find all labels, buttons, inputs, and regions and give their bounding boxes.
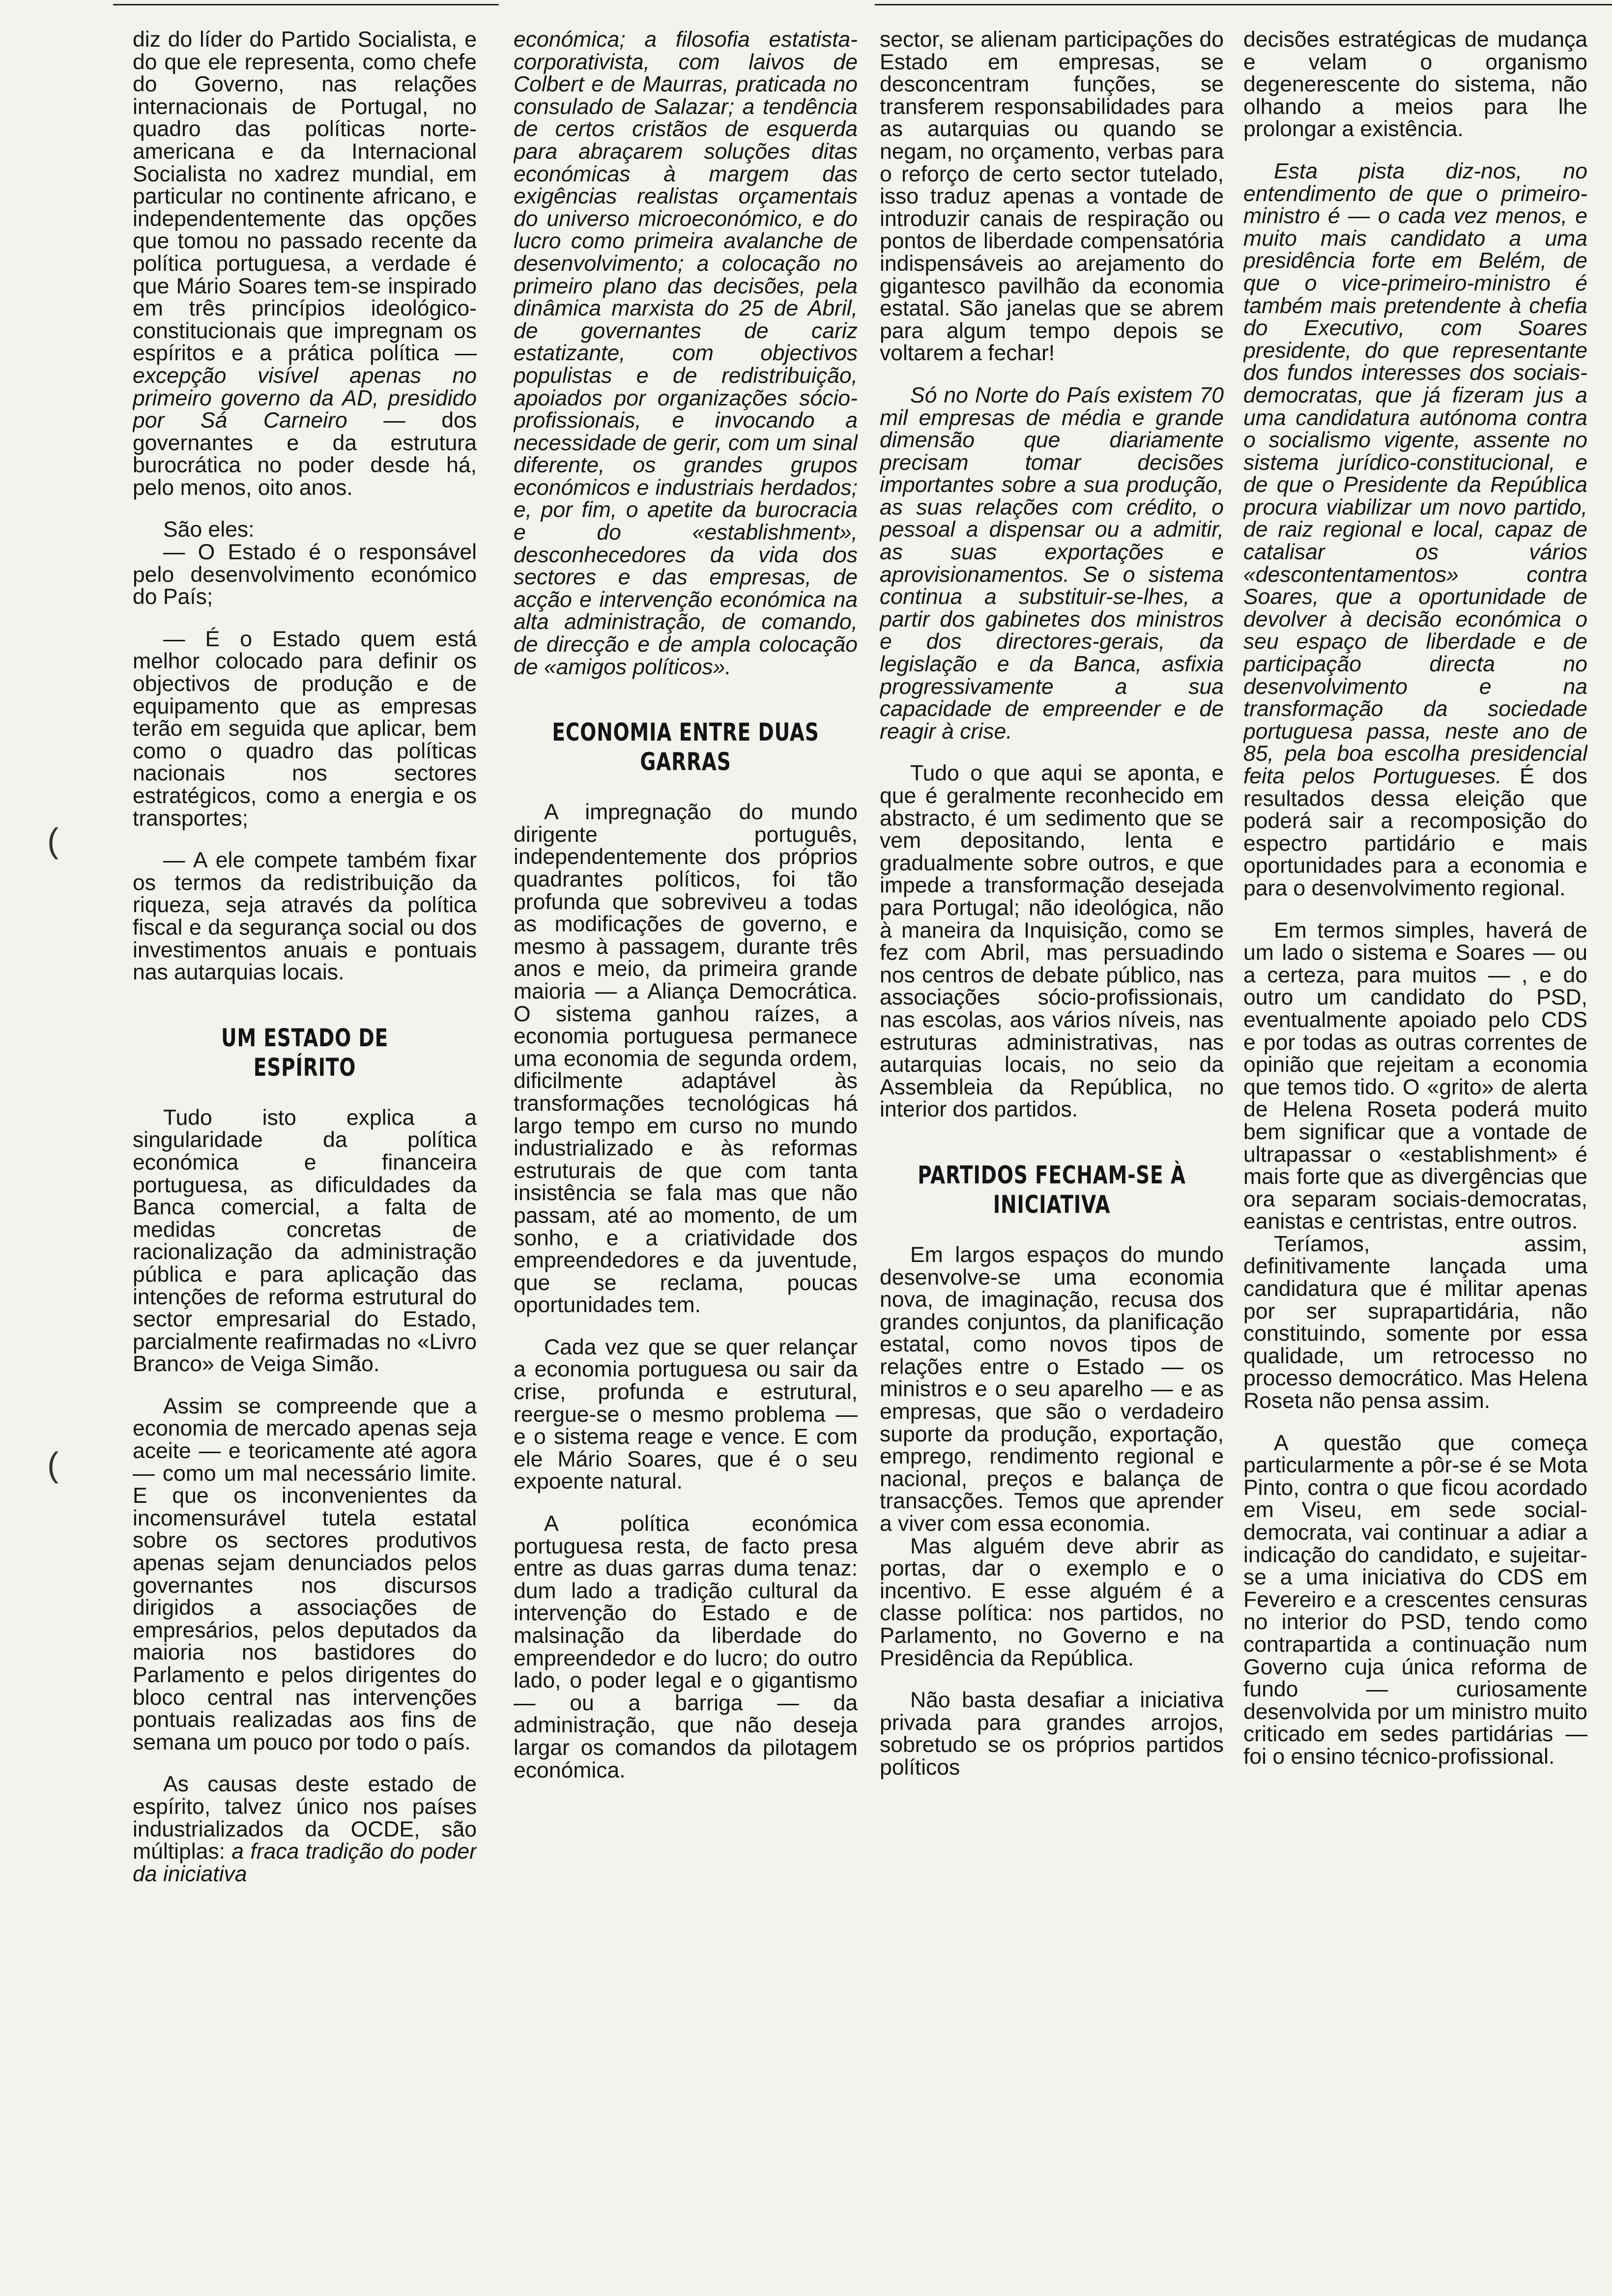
subheading-text: ECONOMIA ENTRE DUAS GARRAS <box>552 718 819 776</box>
paragraph-text: A impregnação do mundo dirigente português, independentemente dos próprios quadrantes políticos, foi tão profunda que sobreviveu a todas as modificações de governo, e mesmo à passagem, durante três anos e meio, da primeira grande maioria — a Aliança Democrática. O sistema ganhou raízes, a economia portuguesa permanece uma economia de segunda ordem, dificilmente adaptável às transformações tecnológicas há largo tempo em curso no mundo industrializado e às reformas estruturais de que com tanta insistência se fala mas que não passam, até ao momento, de um sonho, e a criatividade dos empreendedores e da juventude, que se reclama, poucas oportunidades tem. <box>514 800 858 1318</box>
paragraph-text: Tudo o que aqui se aponta, e que é geralmente reconhecido em abstracto, é um sedimento que se vem depositando, lenta e gradualmente sobre outros, e que impede a transformação desejada para Portugal; não ideológica, não à maneira da Inquisição, como se fez com Abril, mas persuadindo nos centros de debate público, nas associações sócio-profissionais, nas escolas, aos vários níveis, nas estruturas administrativas, nas autarquias locais, no seio da Assembleia da República, no interior dos partidos. <box>880 761 1224 1122</box>
top-rule-right <box>875 4 1612 5</box>
paragraph <box>880 29 1224 365</box>
paragraph-text: São eles: <box>163 517 255 542</box>
paragraph-text: — A ele compete também fixar os termos da redistribuição da riqueza, seja através da política fiscal e da segurança social ou dos investimentos anuais e pontuais nas autarquias locais. <box>133 848 477 985</box>
paragraph-text: excepção visível apenas no primeiro governo da AD, presidido por Sá Carneiro <box>133 363 477 433</box>
paragraph-text: Teríamos, assim, definitivamente lançada uma candidatura que é militar apenas por ser suprapartidária, não constituindo, somente por essa qualidade, um retrocesso no processo democrático. Mas Helena Roseta não pensa assim. <box>1243 1232 1587 1413</box>
paragraph <box>1243 919 1587 1233</box>
paragraph <box>133 849 477 984</box>
subheading-text: PARTIDOS FECHAM-SE À INICIATIVA <box>918 1160 1186 1219</box>
paragraph-text: Cada vez que se quer relançar a economia portuguesa ou sair da crise, profunda e estrutural, reergue-se o mesmo problema — e o sistema reage e vence. E com ele Mário Soares, que é o seu expoente natural. <box>514 1335 858 1494</box>
column-3 <box>880 29 1224 2289</box>
paragraph-text: — É o Estado quem está melhor colocado para definir os objectivos de produção e de equipamento que as empresas terão em seguida que aplicar, bem como o quadro das políticas nacionais nos sectores estratégicos, como a energia e os transportes; <box>133 627 477 831</box>
paragraph-text: — O Estado é o responsável pelo desenvolvimento económico do País; <box>133 540 477 609</box>
paragraph-text: É dos resultados dessa eleição que poderá sair a recomposição do espectro partidário e mais oportunidades para a economia e para o desenvolvimento regional. <box>1243 764 1587 900</box>
paragraph <box>514 29 858 678</box>
paragraph <box>133 541 477 608</box>
paragraph-text: Esta pista diz-nos, no entendimento de que o primeiro-ministro é — o cada vez menos, e muito mais candidato a uma presidência forte em Belém, de que o vice-primeiro-ministro é também mais pretendente à chefia do Executivo, com Soares presidente, do que representante dos fundos interesses dos sociais-democratas, que já fizeram jus a uma candidatura autónoma contra o socialismo vigente, assente no sistema jurídico-constitucional, e de que o Presidente da República procura viabilizar um novo partido, de raiz regional e local, capaz de catalisar os vários «descontentamentos» contra Soares, que a oportunidade de devolver à decisão económica o seu espaço de liberdade e de participação directa no desenvolvimento e na transformação da sociedade portuguesa passa, neste ano de 85, pela boa escolha presidencial feita pelos Portugueses. <box>1243 159 1587 788</box>
top-rule-left <box>113 4 499 5</box>
paragraph <box>1243 160 1587 900</box>
paragraph-text: A questão que começa particularmente a pôr-se é se Mota Pinto, contra o que ficou acordado em Viseu, em sede social-democrata, vai continuar a adiar a indicação do candidato, e sujeitar-se a uma iniciativa do CDS em Fevereiro e a crescentes censuras no interior do PSD, tendo como contrapartida a continuação num Governo cuja única reforma de fundo — curiosamente desenvolvida por um ministro muito criticado em sedes partidárias — foi o ensino técnico-profissional. <box>1243 1431 1587 1769</box>
paragraph <box>514 1336 858 1493</box>
paragraph-text: decisões estratégicas de mudança e velam o organismo degenerescente do sistema, não olhando a meios para lhe prolongar a existência. <box>1243 29 1587 142</box>
paragraph-text: a fraca tradição do poder da iniciativa <box>133 1839 477 1886</box>
paragraph-text: Não basta desafiar a iniciativa privada para grandes arrojos, sobretudo se os próprios partidos políticos <box>880 1688 1224 1779</box>
paragraph-text: A política económica portuguesa resta, de facto presa entre as duas garras duma tenaz: dum lado a tradição cultural da intervenção do Estado e de malsinação da liberdade do empreendedor e do lucro; do outro lado, o poder legal e o gigantismo — ou a barriga — da administração, que não deseja largar os comandos da pilotagem económica. <box>514 1512 858 1782</box>
paragraph <box>133 628 477 830</box>
subheading <box>918 1160 1186 1219</box>
paragraph-text: Em termos simples, haverá de um lado o sistema e Soares — ou a certeza, para muitos — , e do outro um candidato do PSD, eventualmente apoiado pelo CDS e por todas as outras correntes de opinião que rejeitam a economia que temos tido. O «grito» de alerta de Helena Roseta poderá muito bem significar que a vontade de ultrapassar o «establishment» é mais forte que as divergências que ora separam sociais-democratas, eanistas e centristas, entre outros. <box>1243 918 1587 1234</box>
paragraph-text: diz do líder do Partido Socialista, e do que ele representa, como chefe do Governo, nas relações internacionais de Portugal, no quadro das políticas norte-americana e da Internacional Socialista no xadrez mundial, em particular no continente africano, e independentemente das opções que tomou no passado recente da política portuguesa, a verdade é que Mário Soares tem-se inspirado em três princípios ideológico-constitucionais que impregnam os espíritos e a prática política — <box>133 29 477 366</box>
paragraph <box>880 1535 1224 1670</box>
paragraph <box>880 1244 1224 1535</box>
paragraph <box>133 518 477 541</box>
column-4 <box>1243 29 1587 2289</box>
paragraph <box>880 384 1224 743</box>
paragraph-text: Assim se compreende que a economia de mercado apenas seja aceite — e teoricamente até agora — como um mal necessário limite. E que os inconvenientes da incomensurável tutela estatal sobre os sectores produtivos apenas sejam denunciados pelos governantes nos discursos dirigidos a associações de empresários, pelos deputados da maioria nos bastidores do Parlamento e pelos dirigentes do bloco central nas intervenções pontuais realizadas aos fins de semana um pouco por todo o país. <box>133 1394 477 1754</box>
paragraph-text: As causas deste estado de espírito, talvez único nos países industrializados da OCDE, são múltiplas: <box>133 1772 477 1864</box>
subheading <box>551 718 820 776</box>
paragraph <box>514 1513 858 1781</box>
paragraph-text: Em largos espaços do mundo desenvolve-se uma economia nova, de imaginação, recusa dos grandes conjuntos, da planificação estatal, como novos tipos de relações entre o Estado — os ministros e o seu aparelho — e as empresas, que são o verdadeiro suporte da produção, exportação, emprego, rendimento regional e nacional, preços e balança de transacções. Temos que aprender a viver com essa economia. <box>880 1242 1224 1536</box>
paragraph <box>880 1689 1224 1779</box>
paragraph-text: — dos governantes e da estrutura burocrática no poder desde há, pelo menos, oito anos. <box>133 408 477 500</box>
paragraph <box>133 29 477 499</box>
paragraph-text: Mas alguém deve abrir as portas, dar o exemplo e o incentivo. E esse alguém é a classe política: nos partidos, no Parlamento, no Governo e na Presidência da República. <box>880 1534 1224 1670</box>
margin-mark: ( <box>47 1445 59 1484</box>
paragraph <box>1243 1233 1587 1412</box>
paragraph <box>880 762 1224 1121</box>
paragraph <box>1243 29 1587 141</box>
column-2 <box>514 29 858 2289</box>
paragraph-text: Só no Norte do País existem 70 mil empresas de média e grande dimensão que diariamente precisam tomar decisões importantes sobre a sua produção, as suas relações com crédito, o pessoal a dispensar ou a admitir, as suas exportações e aprovisionamentos. Se o sistema continua a substituir-se-lhes, a partir dos gabinetes dos ministros e dos directores-gerais, da legislação e da Banca, asfixia progressivamente a sua capacidade de empreender e de reagir à crise. <box>880 383 1224 744</box>
subheading <box>171 1023 439 1082</box>
paragraph <box>133 1773 477 1885</box>
paragraph <box>514 801 858 1317</box>
paragraph <box>133 1107 477 1376</box>
paragraph-text: Tudo isto explica a singularidade da política económica e financeira portuguesa, as dificuldades da Banca comercial, a falta de medidas concretas de racionalização da administração pública e para aplicação das intenções de reforma estrutural do sector empresarial do Estado, parcialmente reafirmadas no «Livro Branco» de Veiga Simão. <box>133 1105 477 1377</box>
paragraph-text: sector, se alienam participações do Estado em empresas, se desconcentram funções, se transferem responsabilidades para as autarquias ou quando se negam, no orçamento, verbas para o reforço de certo sector tutelado, isso traduz apenas a vontade de introduzir canais de respiração ou pontos de liberdade compensatória indispensáveis ao arejamento do gigantesco pavilhão da economia estatal. São janelas que se abrem para algum tempo depois se voltarem a fechar! <box>880 29 1224 366</box>
paragraph <box>133 1395 477 1754</box>
margin-mark: ( <box>47 821 59 860</box>
paragraph <box>1243 1432 1587 1768</box>
subheading-text: UM ESTADO DE ESPÍRITO <box>221 1023 389 1082</box>
column-1 <box>133 29 477 2289</box>
paragraph-text: económica; a filosofia estatista-corporativista, com laivos de Colbert e de Maurras, praticada no consulado de Salazar; a tendência de certos cristãos de esquerda para abraçarem soluções ditas económicas à margem das exigências realistas orçamentais do universo microeconómico, e do lucro como primeira avalanche de desenvolvimento; a colocação no primeiro plano das decisões, pela dinâmica marxista do 25 de Abril, de governantes de cariz estatizante, com objectivos populistas e de redistribuição, apoiados por organizações sócio-profissionais, e invocando a necessidade de gerir, com um sinal diferente, os grandes grupos económicos e industriais herdados; e, por fim, o apetite da burocracia e do «establishment», desconhecedores da vida dos sectores e das empresas, de acção e intervenção económica na alta administração, de comando, de direcção e de ampla colocação de «amigos políticos». <box>514 29 858 679</box>
